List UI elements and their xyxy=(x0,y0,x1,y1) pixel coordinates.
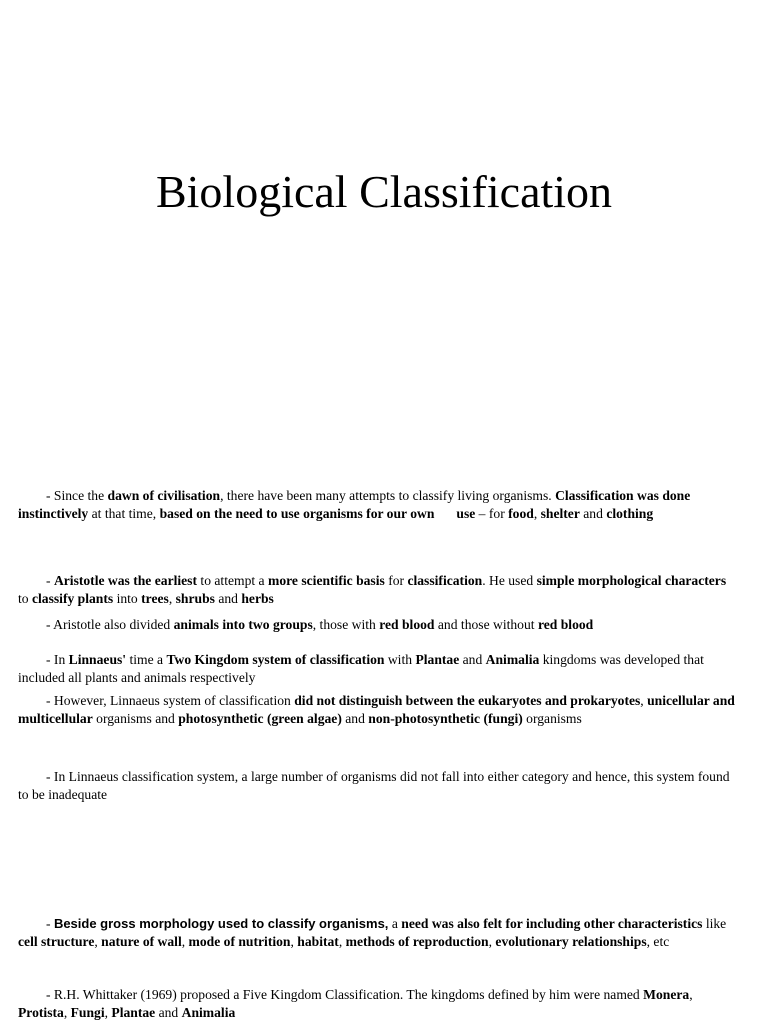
bold-text-run: herbs xyxy=(241,591,274,606)
text-run: , xyxy=(63,1005,71,1020)
text-run: - Aristotle also divided xyxy=(46,617,174,632)
text-run: - xyxy=(46,916,54,931)
paragraph-linnaeus-two-kingdom xyxy=(18,651,738,687)
bold-text-run: Two Kingdom system of classification xyxy=(166,652,385,667)
bold-text-run: red blood xyxy=(379,617,435,632)
bold-text-run: Plantae xyxy=(111,1005,156,1020)
bold-text-run: animals into two groups xyxy=(173,617,313,632)
text-run: and xyxy=(214,591,242,606)
text-run: , xyxy=(94,934,102,949)
text-run: and xyxy=(459,652,486,667)
text-run: , there have been many attempts to classify living organisms. xyxy=(220,488,556,503)
text-run: . He used xyxy=(482,573,537,588)
bold-text-run: shelter xyxy=(540,506,580,521)
bold-text-run: photosynthetic (green algae) xyxy=(178,711,342,726)
text-run: , xyxy=(533,506,541,521)
text-run: , xyxy=(290,934,298,949)
text-run: , xyxy=(104,1005,112,1020)
text-run: time a xyxy=(126,652,167,667)
text-run: – for xyxy=(475,506,509,521)
text-run: a xyxy=(388,916,402,931)
bold-text-run: Protista xyxy=(18,1005,64,1020)
text-run: kingdoms was developed that included all plants and animals respectively xyxy=(18,652,704,685)
bold-text-run: Fungi xyxy=(70,1005,105,1020)
bold-text-run: Monera xyxy=(643,987,690,1002)
text-run: , etc xyxy=(646,934,670,949)
text-run: and xyxy=(341,711,369,726)
bold-text-run: nature of wall xyxy=(101,934,182,949)
bold-text-run: unicellular and multicellular xyxy=(18,693,735,726)
text-run: for xyxy=(384,573,408,588)
bold-text-run: dawn of civilisation xyxy=(107,488,221,503)
text-run: to xyxy=(18,591,32,606)
paragraph-aristotle-animals xyxy=(18,616,738,634)
text-run: - In xyxy=(46,652,69,667)
paragraph-linnaeus-limitations xyxy=(18,692,738,728)
bold-text-run: Animalia xyxy=(181,1005,236,1020)
text-run: - xyxy=(46,573,54,588)
text-run: with xyxy=(384,652,416,667)
paragraph-aristotle-plants xyxy=(18,572,738,608)
bold-text-run: more scientific basis xyxy=(268,573,385,588)
paragraph-linnaeus-inadequate xyxy=(18,768,738,804)
text-run: - However, Linnaeus system of classification xyxy=(46,693,295,708)
bold-text-run: cell structure xyxy=(18,934,95,949)
bold-text-run: based on the need to use organisms for our own xyxy=(159,506,435,521)
bold-text-run: evolutionary relationships xyxy=(495,934,647,949)
text-run: and xyxy=(155,1005,182,1020)
text-run: , xyxy=(168,591,176,606)
bold-text-run: food xyxy=(508,506,534,521)
text-run: into xyxy=(113,591,142,606)
text-run: like xyxy=(702,916,727,931)
bold-text-run: mode of nutrition xyxy=(188,934,291,949)
bold-text-run: classify plants xyxy=(31,591,114,606)
bold-text-run: need was also felt for including other characteristics xyxy=(401,916,703,931)
bold-text-run: Aristotle was the earliest xyxy=(53,573,198,588)
text-run: and those without xyxy=(434,617,538,632)
text-run: - R.H. Whittaker (1969) proposed a Five Kingdom Classification. The kingdoms defined by him were named xyxy=(46,987,644,1002)
bold-text-run: Classification was done instinctively xyxy=(18,488,691,521)
text-run: organisms and xyxy=(92,711,179,726)
bold-text-run: red blood xyxy=(537,617,594,632)
bold-text-run: classification xyxy=(407,573,483,588)
text-run: , xyxy=(181,934,189,949)
bold-text-run: simple morphological characters xyxy=(536,573,727,588)
text-run: - Since the xyxy=(46,488,108,503)
text-run: , xyxy=(488,934,496,949)
paragraph-dawn-of-civilisation xyxy=(18,487,738,523)
text-run: , those with xyxy=(312,617,380,632)
paragraph-other-characteristics xyxy=(18,915,738,951)
bold-text-run: Animalia xyxy=(485,652,540,667)
text-run: - In Linnaeus classification system, a large number of organisms did not fall into either category and hence, this system found to be inadequate xyxy=(18,769,730,802)
paragraph-whittaker-five-kingdom xyxy=(18,986,738,1022)
bold-text-run: Plantae xyxy=(415,652,460,667)
text-run: , xyxy=(640,693,648,708)
bold-text-run: methods of reproduction xyxy=(345,934,489,949)
bold-text-run: did not distinguish between the eukaryotes and prokaryotes xyxy=(294,693,641,708)
text-run: at that time, xyxy=(88,506,160,521)
text-run: to attempt a xyxy=(197,573,268,588)
bold-text-run: Linnaeus' xyxy=(68,652,127,667)
bold-text-run: shrubs xyxy=(175,591,215,606)
bold-text-run: trees xyxy=(141,591,169,606)
text-run: , xyxy=(338,934,346,949)
text-run: and xyxy=(579,506,607,521)
bold-text-run: clothing xyxy=(606,506,654,521)
bold-text-run: non-photosynthetic (fungi) xyxy=(368,711,523,726)
text-run: organisms xyxy=(522,711,582,726)
bold-text-run: Beside gross morphology used to classify organisms, xyxy=(53,916,389,931)
bold-text-run: use xyxy=(456,506,476,521)
bold-text-run: habitat xyxy=(297,934,339,949)
text-run: , xyxy=(689,987,693,1002)
page-title: Biological Classification xyxy=(155,166,613,217)
